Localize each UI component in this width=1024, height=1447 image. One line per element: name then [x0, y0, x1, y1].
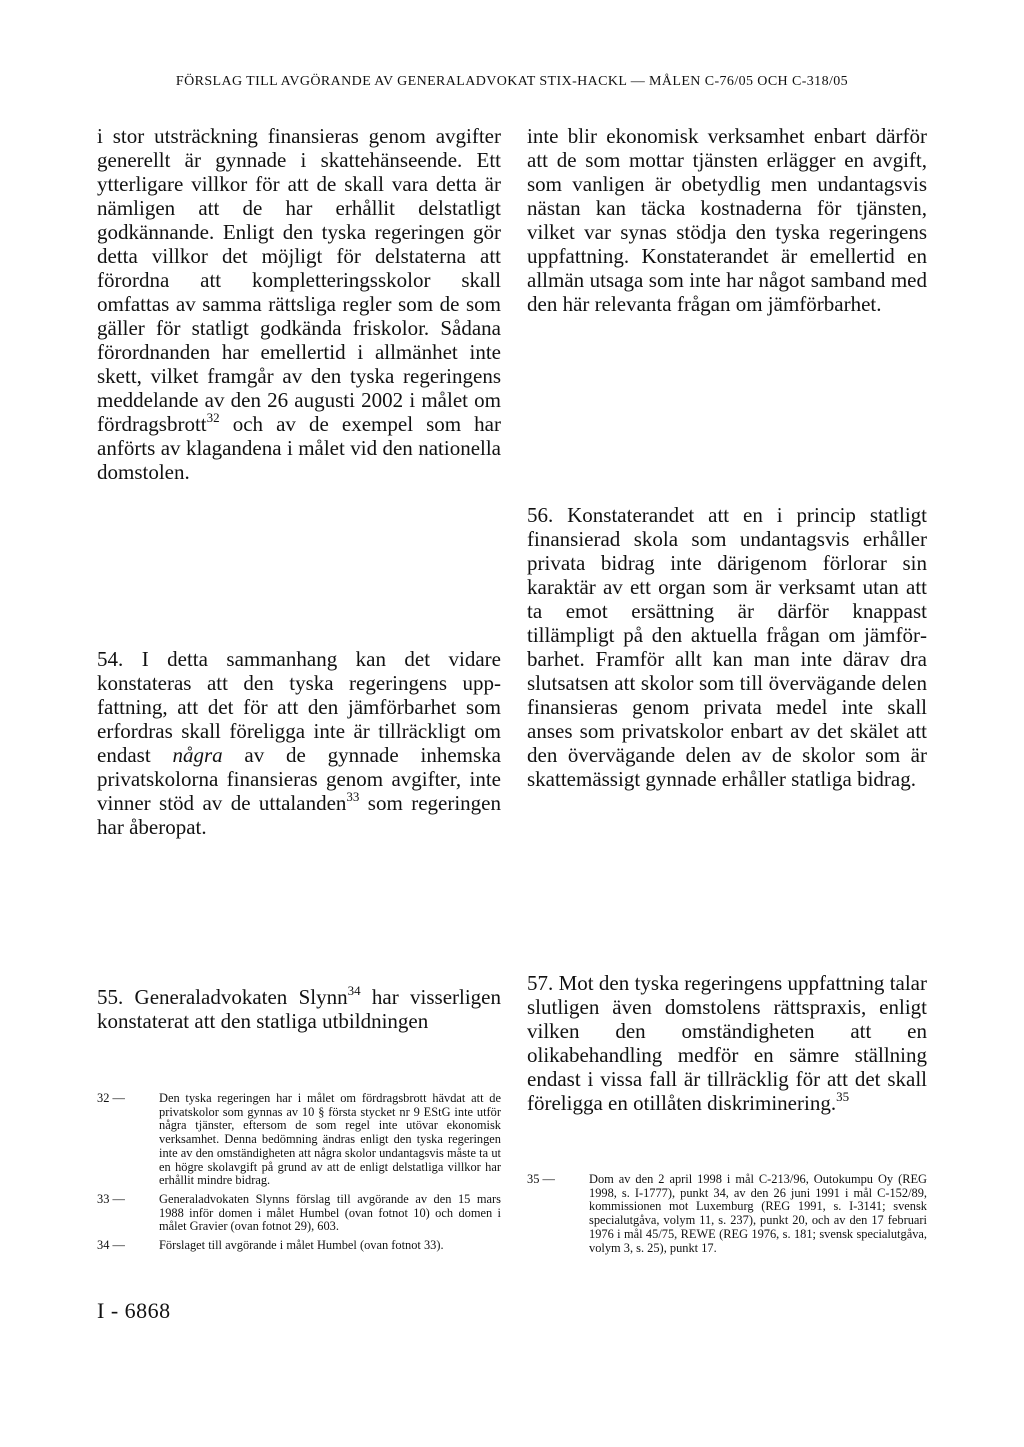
footnote-text: Förslaget till avgörande i målet Humbel (ovan fotnot 33).	[159, 1238, 444, 1253]
paragraph-text: som regeringen har åberopat.	[97, 791, 501, 839]
paragraph-text: har visserligen konstaterat att den statliga utbildningen	[97, 985, 501, 1033]
paragraph-56	[527, 503, 927, 791]
footnote-32	[97, 1092, 501, 1188]
running-header: FÖRSLAG TILL AVGÖRANDE AV GENERALADVOKAT STIX-HACKL — MÅLEN C-76/05 OCH C-318/05	[175, 74, 849, 89]
footnote-text: Den tyska regeringen har i målet om fördragsbrott hävdat att de privatskolor som gynnas av 10 § första stycket nr 9 EStG inte utför några tjänster, eftersom de som regel inte utövar ekonomisk verksamhet. Denna bedömning ändras enligt den tyska regeringen inte av den omständigheten att några skolor undantagsvis måste ta ut en högre skolavgift på grund av att de enligt delstatliga villkor har erhållit mindre bidrag.	[159, 1091, 501, 1188]
footnote-reference-35[interactable]: 35	[836, 1089, 850, 1104]
footnote-label: 34 —	[97, 1238, 125, 1253]
footnotes-right	[527, 1173, 927, 1260]
paragraph-text: inte blir ekonomisk verksamhet enbart därför att de som mottar tjänsten erlägger en avgift, som vanligen är obetydlig men undantagsvis nästan kan täcka kostnaderna för tjänsten, vilket var synas stödja den tyska regeringens uppfattning. Konstaterandet är emellertid en allmän utsaga som inte har något samband med den här relevanta frågan om jämförbarhet.	[527, 124, 927, 316]
footnotes-left	[97, 1092, 501, 1258]
paragraph-text: i stor utsträckning finansieras genom avgifter generellt är gynnade i skattehänseende. Ett ytterligare villkor för att de skall vara detta är nämligen att de har erhållit delstatligt godkännande. Enligt den tyska regeringen gör detta villkor det möjligt för delstaterna att förordna att kompletteringsskolor skall omfattas av samma rättsliga regler som de som gäller för statligt godkända friskolor. Sådana förordnanden har emellertid i allmänhet inte skett, vilket framgår av den tyska regeringens meddelande av den 26 augusti 2002 i målet om fördragsbrott	[97, 124, 501, 436]
paragraph-55-continuation	[527, 124, 927, 316]
paragraph-text: 55. Generaladvokaten Slynn	[97, 985, 348, 1009]
footnote-reference-32[interactable]: 32	[206, 410, 220, 425]
paragraph-text: 54. I detta sammanhang kan det vidare konstateras att den tyska regeringens uppfattning, att det för att den jämförbarhet som erfordras skall föreligga inte är tillräckligt om endast	[97, 647, 501, 767]
paragraph-55	[97, 985, 501, 1033]
footnote-text: Dom av den 2 april 1998 i mål C-213/96, Outokumpu Oy (REG 1998, s. I-1777), punkt 34, av den 26 juni 1991 i mål C-152/89, kommissionen mot Luxemburg (REG 1991, s. I-3141; svensk specialutgåva, volym 11, s. 237), punkt 20, och av den 17 februari 1976 i mål 45/75, REWE (REG 1976, s. 181; svensk specialutgåva, volym 3, s. 25), punkt 17.	[589, 1172, 927, 1255]
footnote-33	[97, 1193, 501, 1234]
paragraph-text: 57. Mot den tyska regeringens uppfattning talar slutligen även domstolens rättspraxis, enligt vilken den omständigheten att en olikabehandling medför en sämre ställning endast i vissa fall är tillräcklig för att det skall föreligga en otillåten diskriminering.	[527, 971, 927, 1115]
footnote-reference-34[interactable]: 34	[347, 983, 361, 998]
footnote-35	[527, 1173, 927, 1255]
paragraph-54	[97, 647, 501, 839]
footnote-34	[97, 1239, 501, 1253]
footnote-label: 35 —	[527, 1172, 555, 1186]
paragraph-53-continuation	[97, 124, 501, 484]
footnote-reference-33[interactable]: 33	[346, 789, 360, 804]
paragraph-text: och av de exempel som har anförts av klagandena i målet vid den nationella domstolen.	[97, 412, 501, 484]
paragraph-text: av de gynnade inhemska privatskolorna finansieras genom avgifter, inte vinner stöd av de uttalanden	[97, 743, 501, 815]
paragraph-text: 56. Konstaterandet att en i princip statligt finansierad skola som undantagsvis erhåller privata bidrag inte därigenom förlorar sin karaktär av ett organ som är verksamt utan att ta emot ersättning är därför knappast tillämpligt på den aktuella frågan om jämförbarhet. Framför allt kan man inte därav dra slutsatsen att skolor som till övervägande delen finansieras genom privata medel inte skall anses som privatskolor enbart av det skälet att den övervägande delen av de skolor som är skattemässigt gynnade erhåller statliga bidrag.	[527, 503, 927, 791]
paragraph-57	[527, 971, 927, 1115]
footnote-text: Generaladvokaten Slynns förslag till avgörande av den 15 mars 1988 inför domen i målet Humbel (ovan fotnot 10) och domen i målet Gravier (ovan fotnot 29), 603.	[159, 1191, 501, 1234]
page-number: I - 6868	[97, 1298, 171, 1323]
footnote-label: 33 —	[97, 1191, 125, 1206]
emphasis-text: några	[172, 743, 223, 767]
footnote-label: 32 —	[97, 1091, 125, 1105]
